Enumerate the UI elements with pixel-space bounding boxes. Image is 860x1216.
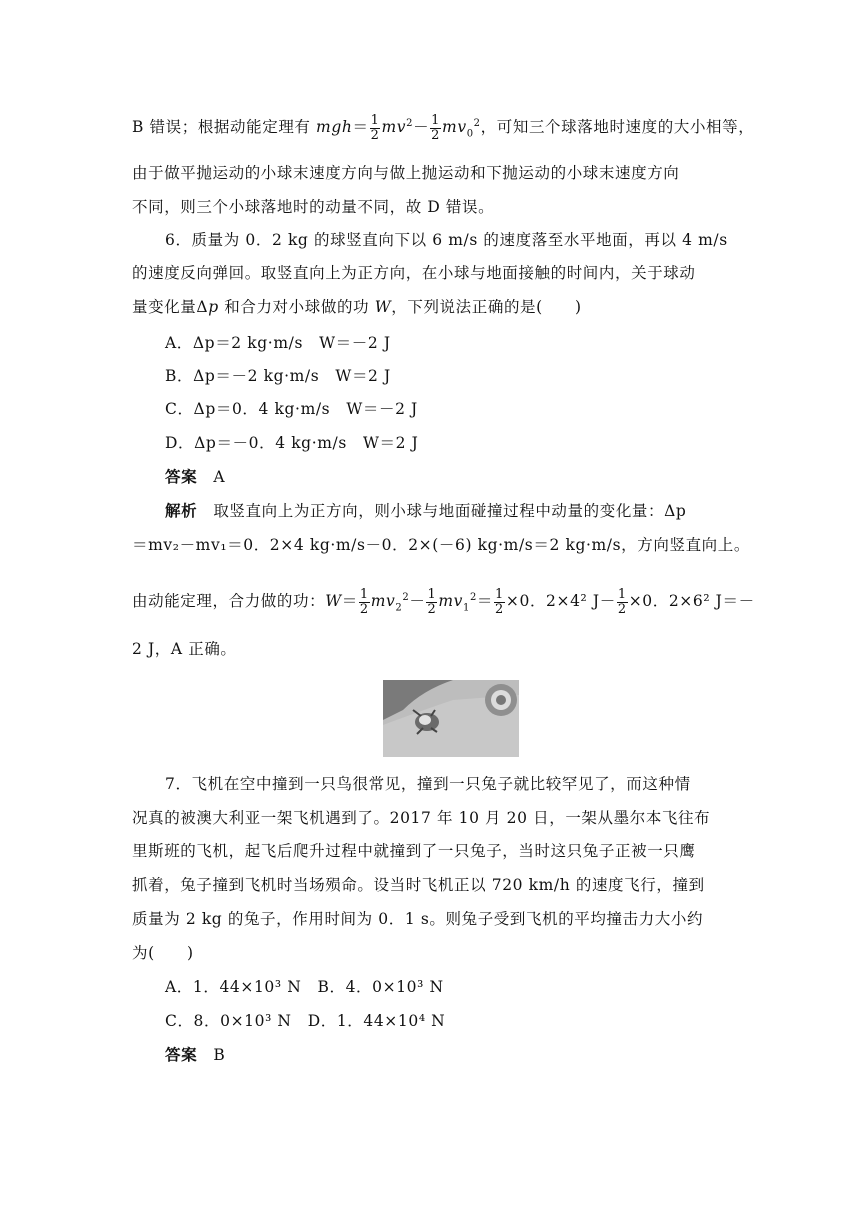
text-fragment: ×0．2×4² J－: [505, 592, 616, 611]
question-7-stem: 7．飞机在空中撞到一只鸟很常见，撞到一只兔子就比较罕见了，而这种情: [165, 775, 691, 793]
text-line: 质量为 2 kg 的兔子，作用时间为 0．1 s。则兔子受到飞机的平均撞击力大小约: [132, 910, 704, 928]
fraction: $\frac{1}{2}$: [359, 586, 369, 617]
text-line: 不同，则三个小球落地时的动量不同，故 D 错误。: [132, 198, 495, 216]
answer-label: 答案: [165, 1045, 198, 1064]
analysis-line: [165, 500, 686, 522]
answer-line: [165, 1044, 225, 1066]
text-line: 的速度反向弹回。取竖直向上为正方向，在小球与地面接触的时间内，关于球动: [132, 264, 696, 282]
text-fragment: 由动能定理，合力做的功：: [132, 592, 326, 611]
text-fragment: B 错误；根据动能定理有: [132, 118, 317, 137]
text-line: 里斯班的飞机，起飞后爬升过程中就撞到了一只兔子，当时这只兔子正被一只鹰: [132, 842, 696, 860]
text-line: ＝mv₂－mv₁＝0．2×4 kg·m/s－0．2×(－6) kg·m/s＝2 kg·m/s，方向竖直向上。: [132, 536, 750, 554]
question-6-stem: 6．质量为 0．2 kg 的球竖直向下以 6 m/s 的速度落至水平地面，再以 4 m/s: [165, 231, 728, 249]
option-d: D．Δp＝－0．4 kg·m/s W＝2 J: [165, 434, 419, 452]
answer-value: B: [213, 1046, 226, 1064]
option-b: B．Δp＝－2 kg·m/s W＝2 J: [165, 367, 391, 385]
text-line: 2 J，A 正确。: [132, 640, 237, 658]
answer-line: [165, 466, 225, 488]
options-cd: C．8．0×10³ N D．1．44×10⁴ N: [165, 1012, 446, 1030]
answer-value: A: [213, 468, 226, 486]
text-line: B 错误；根据动能定理有 mgh＝ $\frac{1}{2}$ $mv^2-$ $\frac{1}{2}$ $mv_0^2$，可知三个球落地时速度的大小相等，: [132, 112, 755, 143]
options-ab: A．1．44×10³ N B．4．0×10³ N: [165, 978, 444, 996]
text-line: 量变化量Δp 和合力对小球做的功 W，下列说法正确的是( ): [132, 298, 582, 316]
text-fragment: ，下列说法正确的是( ): [391, 298, 582, 316]
text-line: 况真的被澳大利亚一架飞机遇到了。2017 年 10 月 20 日，一架从墨尔本飞往布: [132, 809, 711, 827]
text-fragment: ，可知三个球落地时速度的大小相等，: [480, 118, 755, 137]
text-line: 抓着，兔子撞到飞机时当场殒命。设当时飞机正以 720 km/h 的速度飞行，撞到: [132, 876, 705, 894]
text-fragment: 和合力对小球做的功: [218, 298, 375, 316]
fraction: $\frac{1}{2}$: [495, 586, 504, 617]
answer-label: 答案: [165, 467, 198, 486]
text-fragment: ×0．2×6² J＝－: [628, 592, 755, 611]
text-line: 由动能定理，合力做的功：W＝ $\frac{1}{2}$ $mv_2^2-$ $\frac{1}{2}$ $mv_1^2=$ $\frac{1}{2}$ ×0．2×4² J－ $\frac{1}{2}$ ×0．2×6² J＝－: [132, 586, 755, 617]
fraction: $\frac{1}{2}$: [370, 112, 380, 143]
text-fragment: 量变化量Δ: [132, 298, 209, 316]
text-line: 为( ): [132, 944, 194, 962]
fraction: $\frac{1}{2}$: [617, 586, 627, 617]
option-a: A．Δp＝2 kg·m/s W＝－2 J: [165, 334, 391, 352]
fraction: $\frac{1}{2}$: [431, 112, 441, 143]
photo-drawing: [383, 680, 519, 757]
airplane-rabbit-photo: [383, 680, 519, 757]
fraction: $\frac{1}{2}$: [427, 586, 437, 617]
option-c: C．Δp＝0．4 kg·m/s W＝－2 J: [165, 400, 418, 418]
text-fragment: 取竖直向上为正方向，则小球与地面碰撞过程中动量的变化量：Δp: [213, 502, 687, 520]
text-line: 由于做平抛运动的小球末速度方向与做上抛运动和下抛运动的小球末速度方向: [132, 164, 680, 182]
analysis-label: 解析: [165, 501, 198, 520]
